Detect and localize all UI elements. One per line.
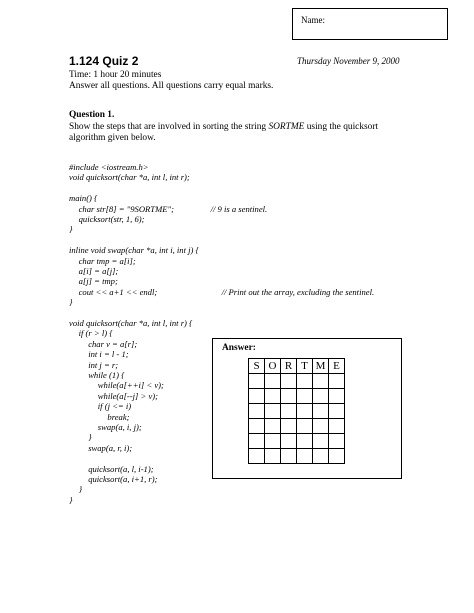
code-line: a[j] = tmp; bbox=[78, 276, 118, 287]
answer-cell[interactable] bbox=[313, 404, 329, 419]
answer-cell[interactable] bbox=[281, 434, 297, 449]
code-line: while(a[--j] > v); bbox=[97, 390, 159, 401]
answer-header-row bbox=[249, 359, 345, 374]
code-line: if (r > l) { bbox=[78, 328, 113, 339]
code-line: break; bbox=[107, 411, 130, 422]
code-line: char str[8] = "9SORTME"; // 9 is a sentinel. bbox=[78, 203, 268, 214]
answer-letter-cell: E bbox=[329, 359, 345, 374]
answer-row bbox=[249, 374, 345, 389]
code-line: cout << a+1 << endl; // Print out the array, excluding the sentinel. bbox=[78, 286, 375, 297]
answer-row bbox=[249, 434, 345, 449]
answer-cell[interactable] bbox=[265, 419, 281, 434]
code-line: main() { bbox=[69, 193, 98, 204]
answer-cell[interactable] bbox=[329, 449, 345, 464]
answer-row bbox=[249, 404, 345, 419]
question-heading: Question 1. bbox=[69, 110, 115, 120]
code-comment: // Print out the array, excluding the sentinel. bbox=[221, 286, 375, 297]
code-line: int j = r; bbox=[88, 359, 119, 370]
name-field[interactable] bbox=[292, 8, 448, 40]
code-line: } bbox=[78, 484, 83, 495]
answer-cell[interactable] bbox=[313, 374, 329, 389]
answer-cell[interactable] bbox=[281, 389, 297, 404]
name-label: Name: bbox=[301, 15, 325, 25]
answer-letter-cell: M bbox=[313, 359, 329, 374]
answer-cell[interactable] bbox=[265, 404, 281, 419]
answer-row bbox=[249, 449, 345, 464]
answer-cell[interactable] bbox=[281, 374, 297, 389]
answer-box bbox=[212, 338, 402, 479]
code-line: char v = a[r]; bbox=[88, 338, 138, 349]
code-line: } bbox=[69, 494, 73, 505]
answer-cell[interactable] bbox=[249, 449, 265, 464]
answer-cell[interactable] bbox=[265, 434, 281, 449]
code-line: void quicksort(char *a, int l, int r) { bbox=[69, 318, 193, 328]
answer-cell[interactable] bbox=[313, 419, 329, 434]
question-text-line-2: algorithm given below. bbox=[69, 133, 156, 143]
code-line: while (1) { bbox=[88, 370, 125, 380]
code-line: void quicksort(char *a, int l, int r); bbox=[69, 172, 190, 183]
code-line: } bbox=[88, 432, 92, 443]
code-line: quicksort(a, i+1, r); bbox=[88, 474, 158, 484]
answer-cell[interactable] bbox=[297, 404, 313, 419]
answer-cell[interactable] bbox=[329, 419, 345, 434]
answer-cell[interactable] bbox=[329, 404, 345, 419]
code-line: if (j <= i) bbox=[97, 401, 132, 412]
answer-cell[interactable] bbox=[249, 434, 265, 449]
quiz-date: Thursday November 9, 2000 bbox=[297, 56, 400, 66]
answer-cell[interactable] bbox=[329, 374, 345, 389]
code-line: inline void swap(char *a, int i, int j) { bbox=[69, 245, 199, 256]
answer-cell[interactable] bbox=[297, 434, 313, 449]
code-line: #include <iostream.h> bbox=[69, 162, 149, 172]
answer-letter-cell: S bbox=[249, 359, 265, 374]
code-line: } bbox=[69, 224, 73, 235]
answer-grid bbox=[248, 358, 345, 464]
time-limit: Time: 1 hour 20 minutes bbox=[69, 70, 162, 80]
answer-cell[interactable] bbox=[281, 449, 297, 464]
code-line: swap(a, r, i); bbox=[88, 442, 133, 453]
answer-cell[interactable] bbox=[297, 374, 313, 389]
code-line: int i = l - 1; bbox=[88, 349, 129, 360]
code-line: quicksort(a, l, i-1); bbox=[88, 463, 154, 474]
answer-row bbox=[249, 389, 345, 404]
answer-cell[interactable] bbox=[281, 419, 297, 434]
answer-cell[interactable] bbox=[249, 389, 265, 404]
code-line: quicksort(str, 1, 6); bbox=[78, 214, 145, 224]
question-text-line-1: Show the steps that are involved in sorting the string SORTME using the quicksort bbox=[69, 122, 379, 132]
answer-label: Answer: bbox=[222, 343, 256, 353]
code-line: a[i] = a[j]; bbox=[78, 266, 119, 276]
answer-letter-cell: T bbox=[297, 359, 313, 374]
answer-cell[interactable] bbox=[265, 389, 281, 404]
code-line: while(a[++i] < v); bbox=[97, 380, 164, 391]
instructions: Answer all questions. All questions carry equal marks. bbox=[69, 81, 274, 91]
code-line: char tmp = a[i]; bbox=[78, 255, 136, 266]
quiz-title: 1.124 Quiz 2 bbox=[69, 54, 139, 68]
answer-cell[interactable] bbox=[313, 449, 329, 464]
answer-cell[interactable] bbox=[249, 404, 265, 419]
answer-cell[interactable] bbox=[281, 404, 297, 419]
answer-cell[interactable] bbox=[265, 449, 281, 464]
code-line: swap(a, i, j); bbox=[97, 422, 142, 432]
answer-cell[interactable] bbox=[329, 389, 345, 404]
answer-row bbox=[249, 419, 345, 434]
answer-cell[interactable] bbox=[329, 434, 345, 449]
answer-cell[interactable] bbox=[249, 419, 265, 434]
answer-letter-cell: R bbox=[281, 359, 297, 374]
answer-cell[interactable] bbox=[297, 419, 313, 434]
answer-cell[interactable] bbox=[297, 449, 313, 464]
answer-cell[interactable] bbox=[313, 389, 329, 404]
answer-letter-cell: O bbox=[265, 359, 281, 374]
answer-cell[interactable] bbox=[297, 389, 313, 404]
answer-cell[interactable] bbox=[249, 374, 265, 389]
code-line: } bbox=[69, 297, 73, 308]
code-comment: // 9 is a sentinel. bbox=[210, 203, 268, 214]
answer-cell[interactable] bbox=[313, 434, 329, 449]
answer-cell[interactable] bbox=[265, 374, 281, 389]
